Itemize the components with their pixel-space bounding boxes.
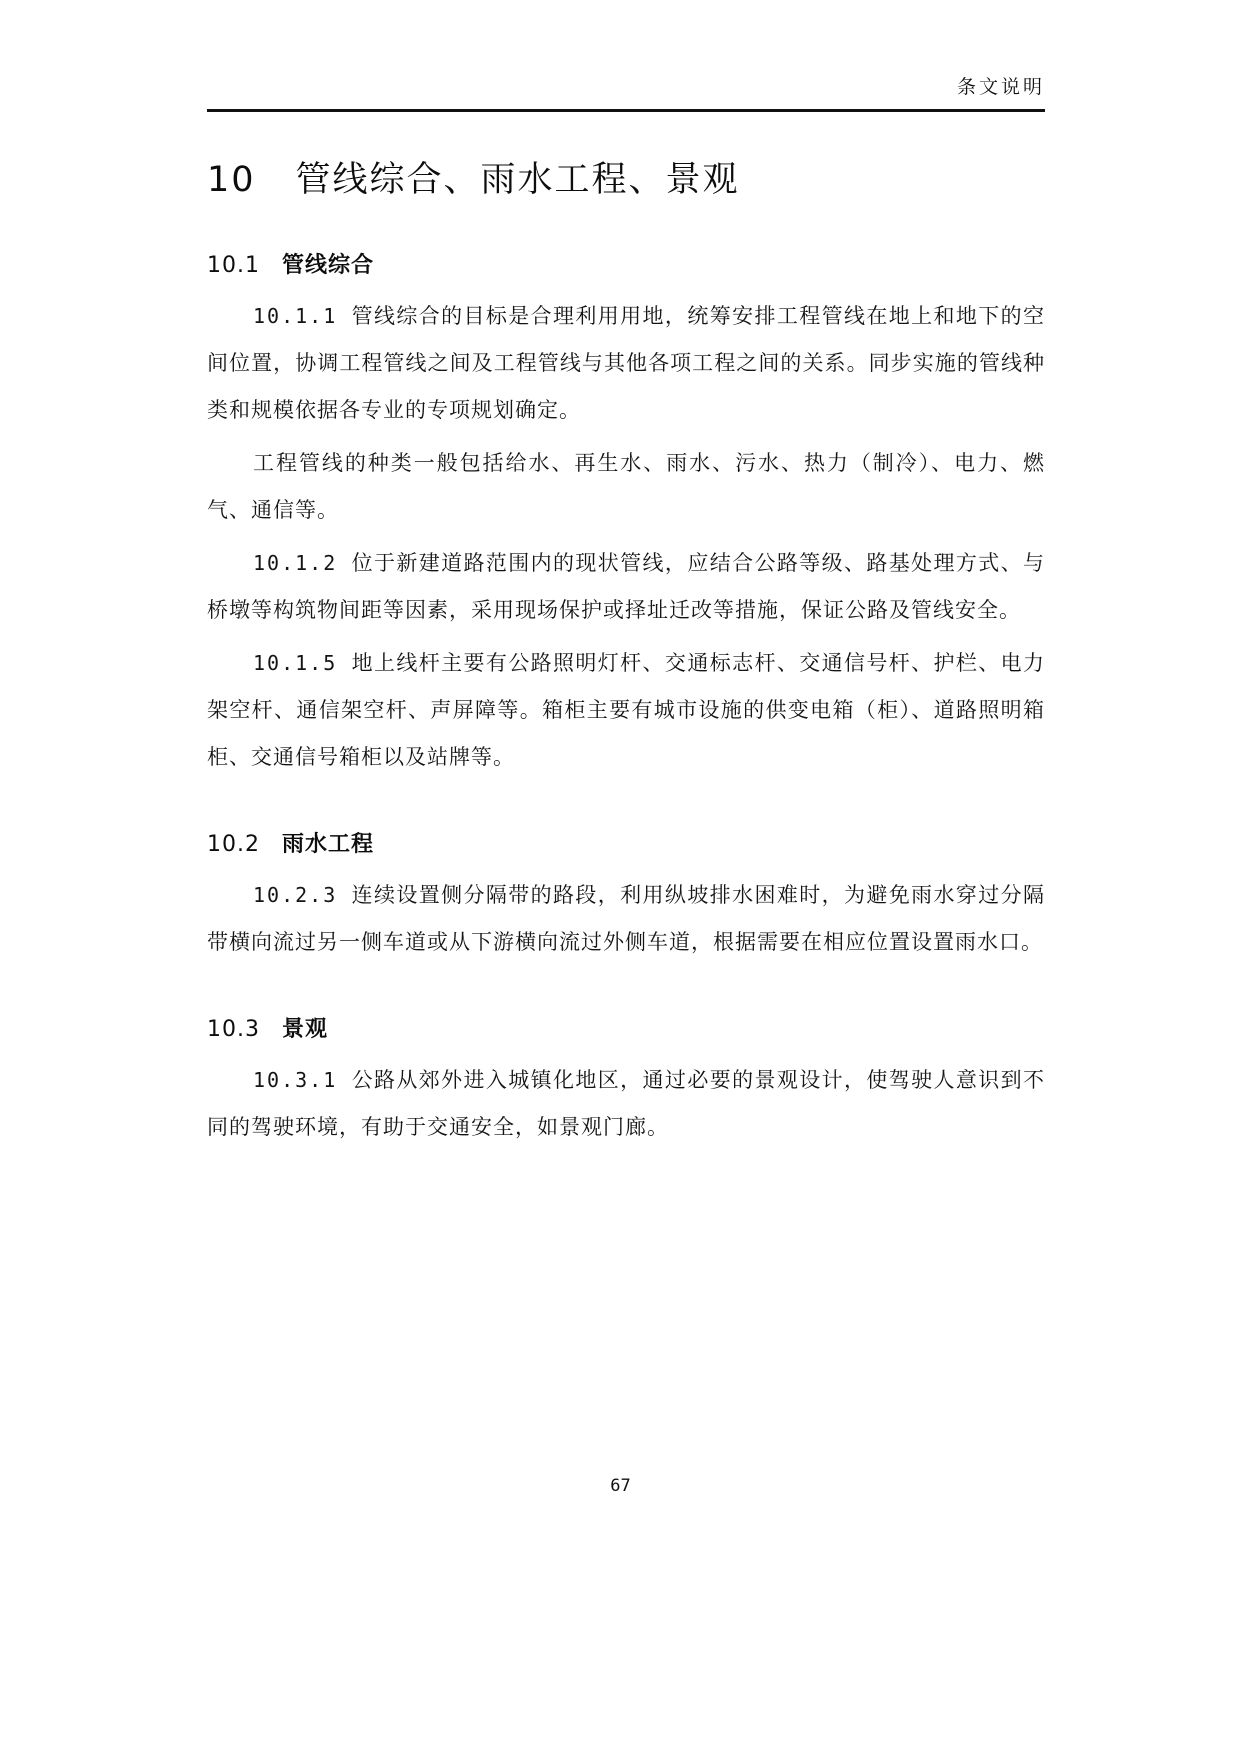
page-number: 67: [610, 1476, 631, 1496]
clause-number: 10.1.1: [253, 304, 338, 328]
clause-text: 工程管线的种类一般包括给水、再生水、雨水、污水、热力（制冷）、电力、燃气、通信等。: [207, 451, 1045, 522]
clause-paragraph-10-1-2: [207, 540, 1045, 634]
section-heading-10-2: [207, 827, 1045, 858]
clause-text: 地上线杆主要有公路照明灯杆、交通标志杆、交通信号杆、护栏、电力架空杆、通信架空杆、声屏障等。箱柜主要有城市设施的供变电箱（柜）、道路照明箱柜、交通信号箱柜以及站牌等。: [207, 651, 1045, 769]
clause-number: 10.2.3: [253, 883, 338, 907]
clause-text: 管线综合的目标是合理利用用地，统筹安排工程管线在地上和地下的空间位置，协调工程管线之间及工程管线与其他各项工程之间的关系。同步实施的管线种类和规模依据各专业的专项规划确定。: [207, 304, 1045, 422]
section-number: 10.2: [207, 832, 260, 857]
page-footer: [0, 1476, 1241, 1496]
clause-text: 公路从郊外进入城镇化地区，通过必要的景观设计，使驾驶人意识到不同的驾驶环境，有助于交通安全，如景观门廊。: [207, 1068, 1045, 1139]
section-title: 景观: [281, 1017, 328, 1042]
clause-number: 10.3.1: [253, 1068, 338, 1092]
section-title: 管线综合: [281, 253, 374, 278]
clause-paragraph-10-3-1: [207, 1057, 1045, 1151]
clause-paragraph-10-2-3: [207, 872, 1045, 966]
page-header: [207, 72, 1045, 109]
clause-text: 位于新建道路范围内的现状管线，应结合公路等级、路基处理方式、与桥墩等构筑物间距等因素，采用现场保护或择址迁改等措施，保证公路及管线安全。: [207, 551, 1045, 622]
chapter-title-text: 管线综合、雨水工程、景观: [295, 160, 740, 200]
section-heading-10-1: [207, 248, 1045, 279]
clause-number: 10.1.5: [253, 651, 338, 675]
chapter-number: 10: [207, 160, 256, 200]
clause-paragraph-continuation: [207, 440, 1045, 534]
header-rule: [207, 109, 1045, 112]
section-title: 雨水工程: [281, 832, 374, 857]
clause-paragraph-10-1-1: [207, 293, 1045, 434]
chapter-title: [207, 152, 1045, 202]
section-heading-10-3: [207, 1012, 1045, 1043]
clause-number: 10.1.2: [253, 551, 338, 575]
section-number: 10.1: [207, 253, 260, 278]
header-label: 条文说明: [956, 76, 1045, 98]
clause-text: 连续设置侧分隔带的路段，利用纵坡排水困难时，为避免雨水穿过分隔带横向流过另一侧车道或从下游横向流过外侧车道，根据需要在相应位置设置雨水口。: [207, 883, 1045, 954]
clause-paragraph-10-1-5: [207, 640, 1045, 781]
section-number: 10.3: [207, 1017, 260, 1042]
